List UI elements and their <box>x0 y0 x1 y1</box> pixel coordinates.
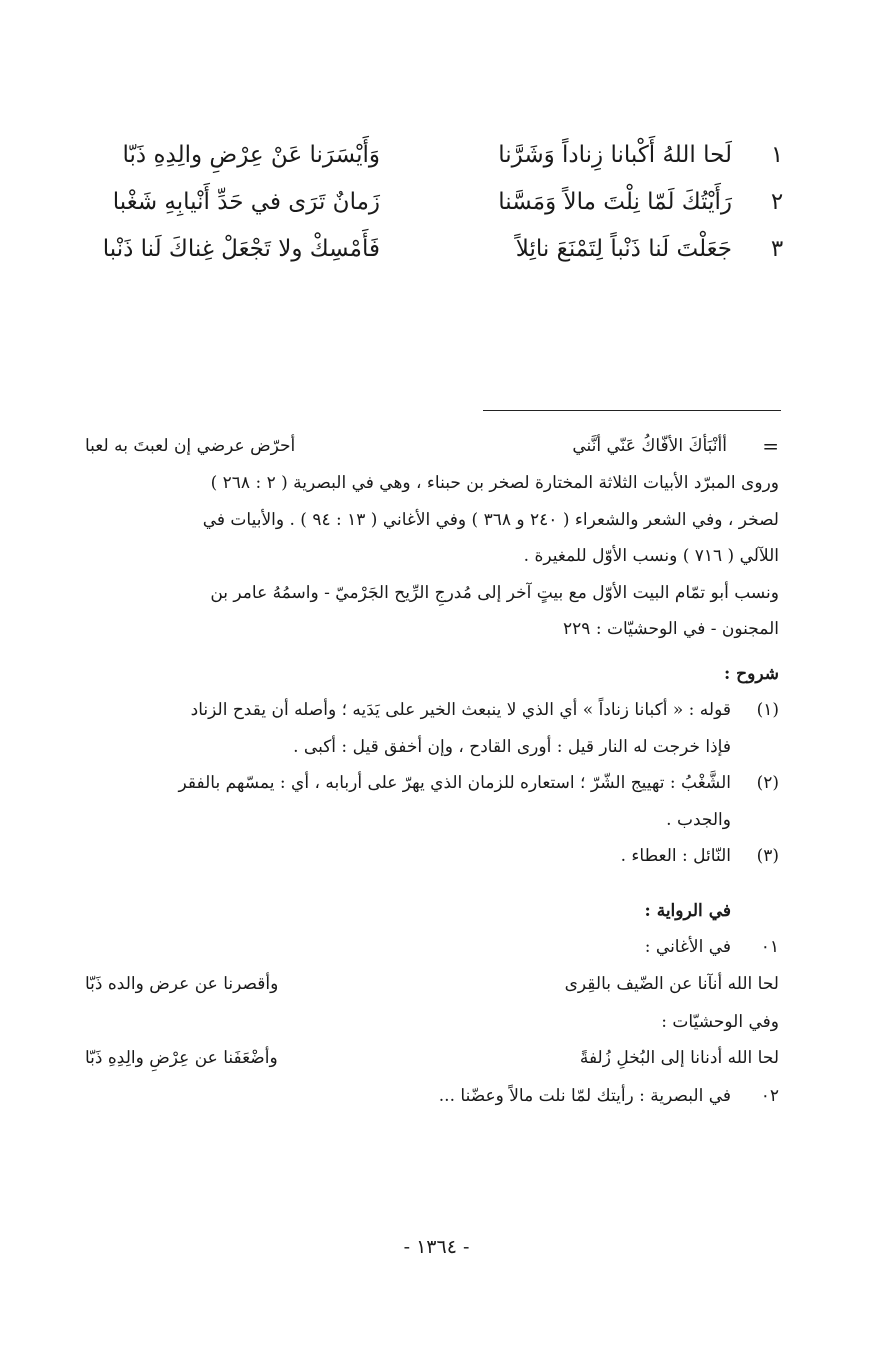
text-line: في الأغاني : <box>644 937 731 957</box>
first-hemistich: جَعَلْتَ لَنا ذَنْباً لِتَمْنَعَ نائِلاً <box>515 236 732 262</box>
section-heading: شروح : <box>723 663 779 684</box>
commentary-item <box>85 838 779 875</box>
text-line: في البصرية : رأيتك لمّا نلت مالاً وعضّنا ... <box>438 1086 731 1106</box>
section-heading: في الرواية : <box>644 900 731 921</box>
footnote-divider <box>483 410 781 411</box>
line-number: ٣ <box>770 236 784 262</box>
text-line: لصخر ، وفي الشعر والشعراء ( ٢٤٠ و ٣٦٨ ) وفي الأغاني ( ١٣ : ٩٤ ) . والأبيات في <box>202 509 779 530</box>
verse-first-half: أأنْبَأكَ الأفّاكُ عَنّي أنَّني <box>572 436 727 456</box>
second-hemistich: وَأَيْسَرَنا عَنْ عِرْضِ والِدِهِ ذَبّا <box>122 142 380 168</box>
line-number: ٢ <box>770 189 784 215</box>
text-line: والجدب . <box>666 809 731 830</box>
line-number: ١ <box>770 142 784 168</box>
item-number: (٣) <box>756 846 779 866</box>
second-hemistich: فَأَمْسِكْ ولا تَجْعَلْ غِناكَ لَنا ذَنْبا <box>102 236 380 262</box>
variant-item <box>85 929 779 1078</box>
paragraph <box>85 575 779 648</box>
text-line: فإذا خرجت له النار قيل : أورى القادح ، وإن أخفق قيل : أكبى . <box>293 736 731 757</box>
poem-line <box>80 138 792 185</box>
item-number: (٢) <box>756 773 779 793</box>
item-number: ٠١ <box>760 937 779 957</box>
poem-line <box>80 185 792 232</box>
verse-first-half: لحا الله أدنانا إلى البُخلِ زُلفةً <box>579 1048 779 1068</box>
continuation-mark: = <box>762 434 779 458</box>
footnotes <box>85 428 779 1115</box>
variant-item <box>85 1078 779 1115</box>
text-line: ونسب أبو تمّام البيت الأوّل مع بيتٍ آخر إلى مُدرجِ الرِّيح الجَرْميّ - واسمُهُ عامر بن <box>210 582 779 603</box>
text-line: اللآلي ( ٧١٦ ) ونسب الأوّل للمغيرة . <box>523 546 779 566</box>
continued-verse <box>85 428 779 465</box>
poem-line <box>80 232 792 279</box>
commentary-item <box>85 692 779 765</box>
text-line: قوله : « أكبانا زناداً » أي الذي لا ينبعث الخير على يَدَيه ؛ وأصله أن يقدح الزناد <box>190 700 731 720</box>
variant-verse <box>85 1040 779 1078</box>
commentary-item <box>85 765 779 838</box>
verse-second-half: وأقصرنا عن عرض والده ذَبّا <box>85 973 279 994</box>
first-hemistich: لَحا اللهُ أَكْبانا زِناداً وَشَرَّنا <box>498 142 732 168</box>
text-line: وفي الوحشيّات : <box>661 1011 779 1032</box>
text-line: المجنون - في الوحشيّات : ٢٢٩ <box>563 619 779 639</box>
paragraph <box>85 465 779 575</box>
first-hemistich: رَأَيْتُكَ لَمّا نِلْتَ مالاً وَمَسَّنا <box>498 189 732 215</box>
verse-first-half: لحا الله أنآنا عن الضّيف بالقِرى <box>564 973 779 994</box>
item-number: (١) <box>756 700 779 720</box>
text-line: الشَّغْبُ : تهييج الشّرّ ؛ استعاره للزمان الذي يهرّ على أربابه ، أي : يمسّهم بالفقر <box>178 773 731 793</box>
text-line: النّائل : العطاء . <box>620 846 731 866</box>
poem <box>80 138 792 279</box>
verse-second-half: أحرّض عرضي إن لعبتَ به لعبا <box>85 436 296 456</box>
verse-second-half: وأضْعَفَنا عن عِرْضِ والِدِهِ ذَبّا <box>85 1048 278 1068</box>
item-number: ٠٢ <box>760 1086 779 1106</box>
variant-verse <box>85 966 779 1004</box>
page-number: - ١٣٦٤ - <box>403 1236 470 1258</box>
text-line: وروى المبرّد الأبيات الثلاثة المختارة لصخر بن حبناء ، وهي في البصرية ( ٢ : ٢٦٨ ) <box>210 473 779 493</box>
second-hemistich: زَمانٌ تَرَى في حَدِّ أَنْيابِهِ شَغْبا <box>112 189 380 215</box>
